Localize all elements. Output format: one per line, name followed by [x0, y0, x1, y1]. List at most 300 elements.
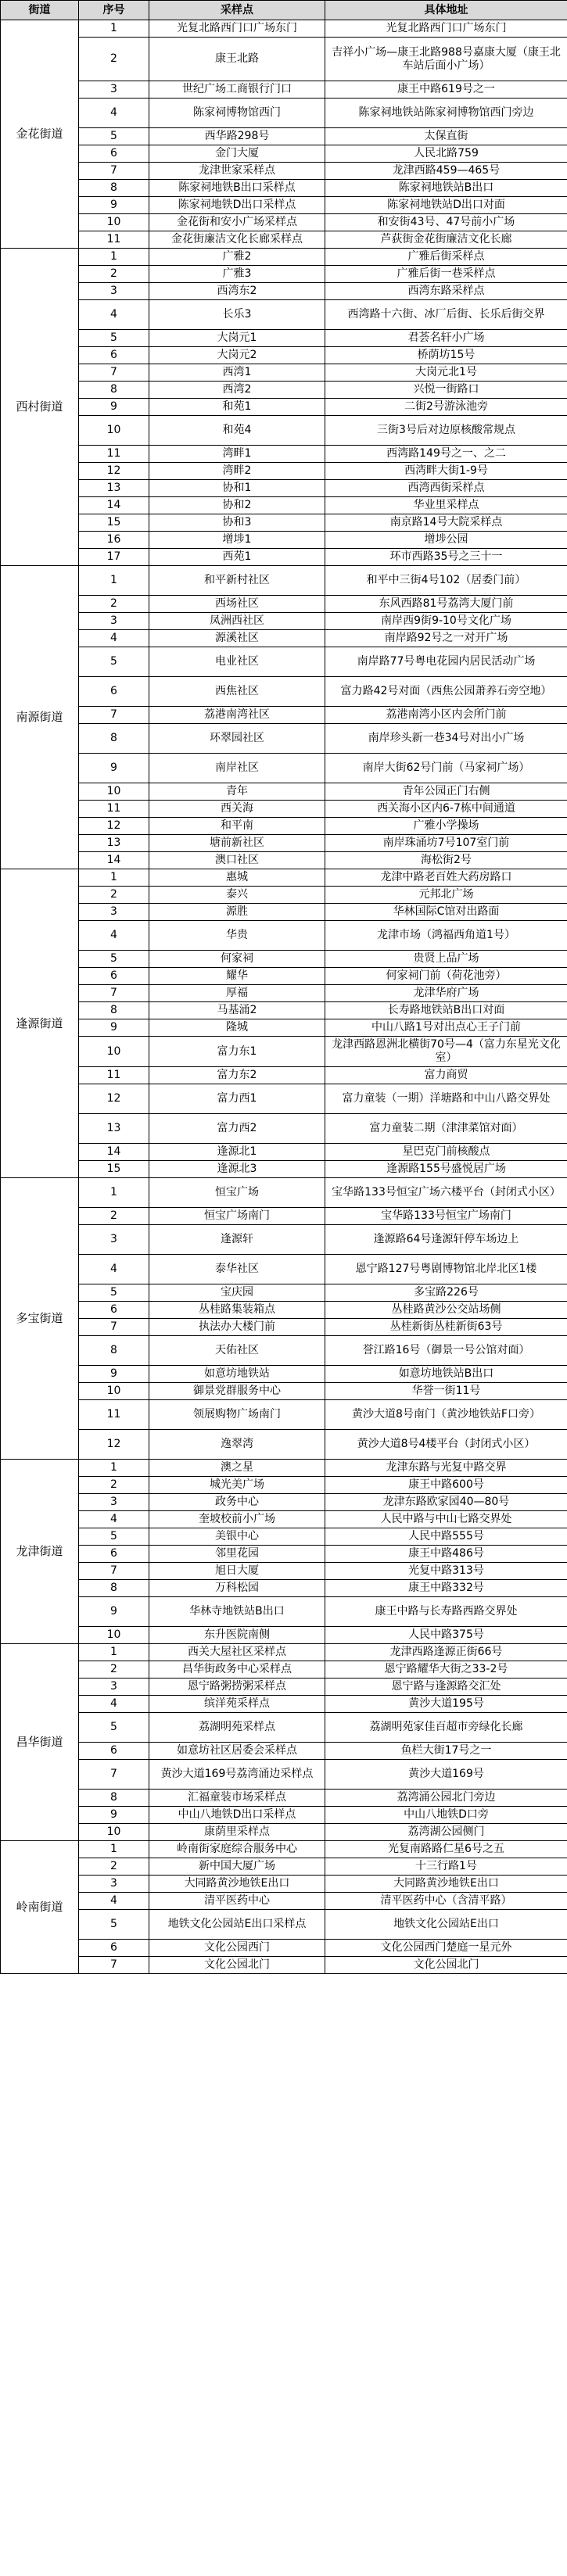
table-row — [1, 163, 567, 180]
site-cell: 岭南街家庭综合服务中心 — [149, 1841, 325, 1858]
seq-cell: 6 — [79, 1546, 149, 1563]
table-row — [1, 347, 567, 364]
address-cell: 文化公园西门楚庭一星元外 — [325, 1940, 567, 1957]
seq-cell: 8 — [79, 382, 149, 399]
seq-cell: 15 — [79, 514, 149, 532]
seq-cell: 1 — [79, 20, 149, 38]
site-cell: 地铁文化公园站E出口采样点 — [149, 1910, 325, 1940]
table-row — [1, 128, 567, 145]
address-cell: 龙津东路与光复中路交界 — [325, 1460, 567, 1477]
table-row — [1, 1319, 567, 1336]
site-cell: 西关大屋社区采样点 — [149, 1644, 325, 1661]
address-cell: 环市西路35号之三十一 — [325, 549, 567, 566]
address-cell: 南岸路77号粤电花园内居民活动广场 — [325, 647, 567, 677]
seq-cell: 9 — [79, 1807, 149, 1824]
seq-cell: 2 — [79, 1477, 149, 1494]
seq-cell: 10 — [79, 1037, 149, 1067]
address-cell: 宝华路133号恒宝广场六楼平台（封闭式小区） — [325, 1178, 567, 1208]
address-cell: 黄沙大道195号 — [325, 1696, 567, 1713]
table-row — [1, 1084, 567, 1114]
header-district: 街道 — [1, 1, 79, 20]
site-cell: 广雅2 — [149, 249, 325, 266]
seq-cell: 8 — [79, 1790, 149, 1807]
table-row — [1, 1597, 567, 1627]
table-row — [1, 20, 567, 38]
table-row — [1, 1841, 567, 1858]
site-cell: 隆城 — [149, 1019, 325, 1037]
seq-cell: 9 — [79, 197, 149, 214]
address-cell: 康王中路600号 — [325, 1477, 567, 1494]
table-row — [1, 446, 567, 463]
seq-cell: 13 — [79, 1114, 149, 1144]
address-cell: 贵贤上品广场 — [325, 951, 567, 968]
table-row — [1, 549, 567, 566]
seq-cell: 14 — [79, 1144, 149, 1161]
table-row — [1, 869, 567, 887]
table-header — [1, 1, 567, 20]
seq-cell: 6 — [79, 1743, 149, 1760]
site-cell: 大岗元1 — [149, 330, 325, 347]
site-cell: 恩宁路粥捞粥采样点 — [149, 1679, 325, 1696]
seq-cell: 2 — [79, 38, 149, 81]
site-cell: 富力西1 — [149, 1084, 325, 1114]
district-cell: 金花街道 — [1, 20, 79, 249]
address-cell: 西湾路149号之一、之二 — [325, 446, 567, 463]
seq-cell: 1 — [79, 869, 149, 887]
address-cell: 青年公园正门右侧 — [325, 783, 567, 801]
address-cell: 荔湾湖公园侧门 — [325, 1824, 567, 1841]
table-row — [1, 1114, 567, 1144]
site-cell: 文化公园西门 — [149, 1940, 325, 1957]
site-cell: 大岗元2 — [149, 347, 325, 364]
table-row — [1, 1858, 567, 1876]
site-cell: 协和3 — [149, 514, 325, 532]
site-cell: 城光美广场 — [149, 1477, 325, 1494]
site-cell: 邻里花园 — [149, 1546, 325, 1563]
site-cell: 昌华街政务中心采样点 — [149, 1661, 325, 1679]
table-row — [1, 1940, 567, 1957]
table-row — [1, 231, 567, 249]
site-cell: 和平新村社区 — [149, 566, 325, 596]
seq-cell: 5 — [79, 128, 149, 145]
address-cell: 荔港南湾小区内会所门前 — [325, 707, 567, 724]
site-cell: 泰华社区 — [149, 1255, 325, 1284]
site-cell: 逢源轩 — [149, 1225, 325, 1255]
site-cell: 华贵 — [149, 921, 325, 951]
site-cell: 康王北路 — [149, 38, 325, 81]
site-cell: 如意坊地铁站 — [149, 1366, 325, 1383]
seq-cell: 2 — [79, 1661, 149, 1679]
table-row — [1, 1511, 567, 1528]
seq-cell: 12 — [79, 1084, 149, 1114]
site-cell: 清平医药中心 — [149, 1893, 325, 1910]
address-cell: 西湾东路采样点 — [325, 283, 567, 300]
table-row — [1, 1546, 567, 1563]
site-cell: 金花街和安小广场采样点 — [149, 214, 325, 231]
site-cell: 华林寺地铁站B出口 — [149, 1597, 325, 1627]
seq-cell: 3 — [79, 1225, 149, 1255]
address-cell: 星巴克门前核酸点 — [325, 1144, 567, 1161]
table-row — [1, 1644, 567, 1661]
seq-cell: 11 — [79, 801, 149, 818]
address-cell: 光复南路路仁星6号之五 — [325, 1841, 567, 1858]
table-row — [1, 364, 567, 382]
seq-cell: 3 — [79, 1679, 149, 1696]
table-row — [1, 1400, 567, 1430]
site-cell: 富力东1 — [149, 1037, 325, 1067]
table-row — [1, 1627, 567, 1644]
seq-cell: 4 — [79, 1255, 149, 1284]
address-cell: 恩宁路与逢源路交汇处 — [325, 1679, 567, 1696]
table-row — [1, 985, 567, 1002]
site-cell: 龙津世家采样点 — [149, 163, 325, 180]
table-row — [1, 1760, 567, 1790]
table-row — [1, 1528, 567, 1546]
seq-cell: 7 — [79, 985, 149, 1002]
table-row — [1, 1067, 567, 1084]
address-cell: 龙津市场（鸿福西角道1号） — [325, 921, 567, 951]
table-row — [1, 266, 567, 283]
table-row — [1, 1824, 567, 1841]
site-cell: 光复北路西门口广场东门 — [149, 20, 325, 38]
address-cell: 长寿路地铁站B出口对面 — [325, 1002, 567, 1019]
site-cell: 奎坡校前小广场 — [149, 1511, 325, 1528]
table-row — [1, 497, 567, 514]
address-cell: 芦荻街金花街廉洁文化长廊 — [325, 231, 567, 249]
address-cell: 黄沙大道8号南门（黄沙地铁站F口旁） — [325, 1400, 567, 1430]
seq-cell: 5 — [79, 1284, 149, 1302]
seq-cell: 5 — [79, 330, 149, 347]
address-cell: 华林国际C馆对出路面 — [325, 904, 567, 921]
table-row — [1, 1713, 567, 1743]
table-row — [1, 1661, 567, 1679]
seq-cell: 9 — [79, 754, 149, 783]
site-cell: 东升医院南侧 — [149, 1627, 325, 1644]
address-cell: 富力路42号对面（西焦公园萧养石旁空地） — [325, 677, 567, 707]
table-row — [1, 724, 567, 754]
table-row — [1, 532, 567, 549]
address-cell: 人民北路759 — [325, 145, 567, 163]
seq-cell: 1 — [79, 1644, 149, 1661]
seq-cell: 17 — [79, 549, 149, 566]
table-row — [1, 852, 567, 869]
district-cell: 岭南街道 — [1, 1841, 79, 1974]
table-row — [1, 1284, 567, 1302]
address-cell: 龙津西路459—465号 — [325, 163, 567, 180]
address-cell: 西关海小区内6-7栋中间通道 — [325, 801, 567, 818]
site-cell: 世纪广场工商银行门口 — [149, 81, 325, 99]
site-cell: 新中国大厦广场 — [149, 1858, 325, 1876]
table-row — [1, 921, 567, 951]
seq-cell: 12 — [79, 818, 149, 835]
table-row — [1, 1807, 567, 1824]
address-cell: 龙津中路老百姓大药房路口 — [325, 869, 567, 887]
table-row — [1, 707, 567, 724]
address-cell: 康王中路486号 — [325, 1546, 567, 1563]
address-cell: 何家祠门前（荷花池旁） — [325, 968, 567, 985]
site-cell: 南岸社区 — [149, 754, 325, 783]
seq-cell: 3 — [79, 904, 149, 921]
site-cell: 康荫里采样点 — [149, 1824, 325, 1841]
address-cell: 十三行路1号 — [325, 1858, 567, 1876]
seq-cell: 4 — [79, 1696, 149, 1713]
table-row — [1, 818, 567, 835]
table-row — [1, 1019, 567, 1037]
site-cell: 西湾东2 — [149, 283, 325, 300]
seq-cell: 6 — [79, 1302, 149, 1319]
table-row — [1, 754, 567, 783]
seq-cell: 15 — [79, 1161, 149, 1178]
seq-cell: 5 — [79, 1713, 149, 1743]
address-cell: 黄沙大道169号 — [325, 1760, 567, 1790]
seq-cell: 8 — [79, 180, 149, 197]
seq-cell: 7 — [79, 1319, 149, 1336]
address-cell: 广雅小学操场 — [325, 818, 567, 835]
table-row — [1, 463, 567, 480]
table-row — [1, 1743, 567, 1760]
seq-cell: 4 — [79, 300, 149, 330]
site-cell: 丛桂路集装箱点 — [149, 1302, 325, 1319]
seq-cell: 1 — [79, 1178, 149, 1208]
site-cell: 西关海 — [149, 801, 325, 818]
address-cell: 地铁文化公园站E出口 — [325, 1910, 567, 1940]
site-cell: 汇福童装市场采样点 — [149, 1790, 325, 1807]
address-cell: 龙津西路逢源正街66号 — [325, 1644, 567, 1661]
site-cell: 逸翠湾 — [149, 1430, 325, 1460]
seq-cell: 6 — [79, 1940, 149, 1957]
site-cell: 文化公园北门 — [149, 1957, 325, 1974]
site-cell: 泰兴 — [149, 887, 325, 904]
table-row — [1, 1477, 567, 1494]
table-row — [1, 81, 567, 99]
site-cell: 陈家祠地铁B出口采样点 — [149, 180, 325, 197]
site-cell: 旭日大厦 — [149, 1563, 325, 1580]
seq-cell: 2 — [79, 1858, 149, 1876]
seq-cell: 9 — [79, 399, 149, 416]
site-cell: 恒宝广场南门 — [149, 1208, 325, 1225]
table-row — [1, 835, 567, 852]
seq-cell: 9 — [79, 1366, 149, 1383]
site-cell: 增埗1 — [149, 532, 325, 549]
table-row — [1, 480, 567, 497]
site-cell: 湾畔2 — [149, 463, 325, 480]
table-row — [1, 1302, 567, 1319]
seq-cell: 10 — [79, 1627, 149, 1644]
address-cell: 南岸路92号之一对开广场 — [325, 630, 567, 647]
seq-cell: 12 — [79, 463, 149, 480]
seq-cell: 6 — [79, 145, 149, 163]
seq-cell: 8 — [79, 1336, 149, 1366]
seq-cell: 10 — [79, 1383, 149, 1400]
site-cell: 如意坊社区居委会采样点 — [149, 1743, 325, 1760]
table-row — [1, 1002, 567, 1019]
site-cell: 西苑1 — [149, 549, 325, 566]
address-cell: 西湾路十六街、冰厂后街、长乐后街交界 — [325, 300, 567, 330]
site-cell: 长乐3 — [149, 300, 325, 330]
seq-cell: 13 — [79, 835, 149, 852]
district-cell: 逢源街道 — [1, 869, 79, 1178]
table-row — [1, 416, 567, 446]
table-row — [1, 249, 567, 266]
site-cell: 逢源北1 — [149, 1144, 325, 1161]
district-cell: 南源街道 — [1, 566, 79, 869]
address-cell: 增埗公园 — [325, 532, 567, 549]
seq-cell: 1 — [79, 249, 149, 266]
site-cell: 澳之星 — [149, 1460, 325, 1477]
site-cell: 富力东2 — [149, 1067, 325, 1084]
site-cell: 金门大厦 — [149, 145, 325, 163]
seq-cell: 6 — [79, 347, 149, 364]
address-cell: 元邦北广场 — [325, 887, 567, 904]
address-cell: 和平中三街4号102（居委门前） — [325, 566, 567, 596]
seq-cell: 8 — [79, 1580, 149, 1597]
site-cell: 广雅3 — [149, 266, 325, 283]
table-row — [1, 1790, 567, 1807]
site-cell: 湾畔1 — [149, 446, 325, 463]
seq-cell: 10 — [79, 416, 149, 446]
address-cell: 丛桂路黄沙公交站场侧 — [325, 1302, 567, 1319]
site-cell: 万科松园 — [149, 1580, 325, 1597]
address-cell: 富力童装（一期）洋塘路和中山八路交界处 — [325, 1084, 567, 1114]
district-cell: 多宝街道 — [1, 1178, 79, 1460]
address-cell: 人民中路555号 — [325, 1528, 567, 1546]
address-cell: 丛桂新街丛桂新街63号 — [325, 1319, 567, 1336]
address-cell: 康王中路与长寿路西路交界处 — [325, 1597, 567, 1627]
seq-cell: 2 — [79, 596, 149, 613]
site-cell: 逢源北3 — [149, 1161, 325, 1178]
table-row — [1, 904, 567, 921]
seq-cell: 14 — [79, 497, 149, 514]
table-row — [1, 1208, 567, 1225]
seq-cell: 3 — [79, 1876, 149, 1893]
address-cell: 大岗元北1号 — [325, 364, 567, 382]
table-row — [1, 677, 567, 707]
address-cell: 光复北路西门口广场东门 — [325, 20, 567, 38]
seq-cell: 9 — [79, 1019, 149, 1037]
address-cell: 荔湾涌公园北门旁边 — [325, 1790, 567, 1807]
address-cell: 海松街2号 — [325, 852, 567, 869]
address-cell: 华誉一街11号 — [325, 1383, 567, 1400]
table-row — [1, 38, 567, 81]
table-row — [1, 1225, 567, 1255]
address-cell: 南岸珍头新一巷34号对出小广场 — [325, 724, 567, 754]
table-row — [1, 1255, 567, 1284]
seq-cell: 3 — [79, 81, 149, 99]
site-cell: 富力西2 — [149, 1114, 325, 1144]
table-row — [1, 968, 567, 985]
address-cell: 二街2号游泳池旁 — [325, 399, 567, 416]
seq-cell: 3 — [79, 613, 149, 630]
table-row — [1, 399, 567, 416]
site-cell: 大同路黄沙地铁E出口 — [149, 1876, 325, 1893]
address-cell: 三街3号后对边原核酸常规点 — [325, 416, 567, 446]
site-cell: 西焦社区 — [149, 677, 325, 707]
seq-cell: 2 — [79, 1208, 149, 1225]
header-row — [1, 1, 567, 20]
table-row — [1, 1494, 567, 1511]
address-cell: 逢源路155号盛悦居广场 — [325, 1161, 567, 1178]
site-cell: 陈家祠博物馆西门 — [149, 99, 325, 128]
table-row — [1, 145, 567, 163]
seq-cell: 10 — [79, 783, 149, 801]
seq-cell: 6 — [79, 968, 149, 985]
table-row — [1, 1696, 567, 1713]
table-row — [1, 1910, 567, 1940]
district-cell: 昌华街道 — [1, 1644, 79, 1841]
site-cell: 天佑社区 — [149, 1336, 325, 1366]
address-cell: 广雅后街采样点 — [325, 249, 567, 266]
site-cell: 西湾1 — [149, 364, 325, 382]
seq-cell: 7 — [79, 1563, 149, 1580]
address-cell: 中山八地铁D口旁 — [325, 1807, 567, 1824]
table-row — [1, 1893, 567, 1910]
table-row — [1, 197, 567, 214]
address-cell: 南京路14号大院采样点 — [325, 514, 567, 532]
seq-cell: 2 — [79, 887, 149, 904]
address-cell: 富力商贸 — [325, 1067, 567, 1084]
address-cell: 恩宁路127号粤剧博物馆北岸北区1楼 — [325, 1255, 567, 1284]
address-cell: 如意坊地铁站B出口 — [325, 1366, 567, 1383]
seq-cell: 7 — [79, 707, 149, 724]
address-cell: 清平医药中心（含清平路） — [325, 1893, 567, 1910]
address-cell: 和安街43号、47号前小广场 — [325, 214, 567, 231]
table-row — [1, 1336, 567, 1366]
address-cell: 康王中路619号之一 — [325, 81, 567, 99]
site-cell: 源溪社区 — [149, 630, 325, 647]
address-cell: 中山八路1号对出点心王子门前 — [325, 1019, 567, 1037]
table-row — [1, 1037, 567, 1067]
seq-cell: 5 — [79, 1528, 149, 1546]
site-cell: 何家祠 — [149, 951, 325, 968]
table-row — [1, 1580, 567, 1597]
address-cell: 广雅后街一巷采样点 — [325, 266, 567, 283]
seq-cell: 4 — [79, 921, 149, 951]
address-cell: 人民中路375号 — [325, 1627, 567, 1644]
table-row — [1, 214, 567, 231]
seq-cell: 16 — [79, 532, 149, 549]
site-cell: 源胜 — [149, 904, 325, 921]
address-cell: 龙津东路欧家园40—80号 — [325, 1494, 567, 1511]
seq-cell: 11 — [79, 1067, 149, 1084]
address-cell: 黄沙大道8号4楼平台（封闭式小区） — [325, 1430, 567, 1460]
site-cell: 缤洋苑采样点 — [149, 1696, 325, 1713]
site-cell: 荔港南湾社区 — [149, 707, 325, 724]
table-row — [1, 1178, 567, 1208]
site-cell: 黄沙大道169号荔湾涌边采样点 — [149, 1760, 325, 1790]
table-row — [1, 1430, 567, 1460]
address-cell: 太保直街 — [325, 128, 567, 145]
table-row — [1, 180, 567, 197]
seq-cell: 4 — [79, 630, 149, 647]
table-row — [1, 1144, 567, 1161]
site-cell: 澳口社区 — [149, 852, 325, 869]
table-row — [1, 801, 567, 818]
site-cell: 政务中心 — [149, 1494, 325, 1511]
table-row — [1, 330, 567, 347]
table-row — [1, 1957, 567, 1974]
seq-cell: 8 — [79, 1002, 149, 1019]
seq-cell: 7 — [79, 1957, 149, 1974]
address-cell: 逢源路64号逢源轩停车场边上 — [325, 1225, 567, 1255]
address-cell: 文化公园北门 — [325, 1957, 567, 1974]
site-cell: 电业社区 — [149, 647, 325, 677]
seq-cell: 12 — [79, 1430, 149, 1460]
address-cell: 大同路黄沙地铁E出口 — [325, 1876, 567, 1893]
address-cell: 南岸西9街9-10号文化广场 — [325, 613, 567, 630]
seq-cell: 4 — [79, 99, 149, 128]
table-row — [1, 783, 567, 801]
address-cell: 宝华路133号恒宝广场南门 — [325, 1208, 567, 1225]
